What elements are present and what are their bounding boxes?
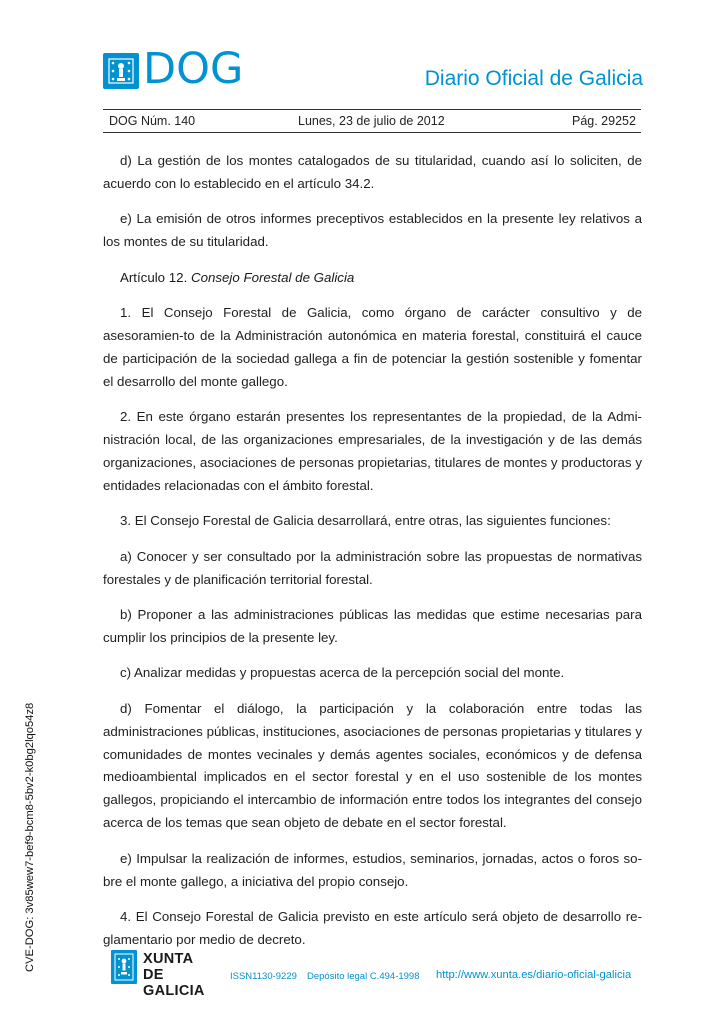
xunta-logo [111, 950, 227, 999]
paragraph-2: 2. En este órgano estarán presentes los representantes de la propiedad, de la Admi-nistración local, de las organizaciones empresariales, de la investigación y de las demás organizaciones, asociaciones de personas propietarias, titulares de montes y productoras y entidades relacionadas con el ámbito forestal. [103, 409, 642, 493]
footer-deposito-legal: Depósito legal C.494-1998 [307, 971, 420, 982]
xunta-line-1: XUNTA [143, 951, 194, 967]
publication-title: Diario Oficial de Galicia [424, 67, 643, 90]
dog-logo-text: DOG [143, 44, 244, 94]
xunta-wordmark [143, 951, 227, 999]
document-body [103, 150, 642, 952]
xunta-line-2: DE GALICIA [143, 967, 205, 999]
footer-issn: ISSN1130-9229 [230, 971, 297, 982]
paragraph-3d: d) Fomentar el diálogo, la participación y la colaboración entre todas las administraciones públicas, instituciones, asociaciones de personas propietarias y titulares y comunidades de montes vecinales y demás agentes sociales, económicos y de defensa medioambiental implicados en el sector forestal y en el uso sostenible de los montes gallegos, propiciando el intercambio de información entre todos los integrantes del consejo acerca de los temas que sean objeto de debate en el sector forestal. [103, 700, 642, 831]
issue-date: Lunes, 23 de julio de 2012 [298, 114, 445, 128]
paragraph-3e: e) Impulsar la realización de informes, estudios, seminarios, jornadas, actos o foros so-bre el monte gallego, a iniciativa del propio consejo. [103, 850, 642, 889]
footer-url-link[interactable]: http://www.xunta.es/diario-oficial-galicia [436, 969, 632, 981]
paragraph-4: 4. El Consejo Forestal de Galicia previsto en este artículo será objeto de desarrollo re-glamentario por medio de decreto. [103, 908, 642, 947]
galicia-emblem-icon [103, 53, 139, 89]
paragraph-3b: b) Proponer a las administraciones públicas las medidas que estime necesarias para cumplir los principios de la presente ley. [103, 607, 642, 645]
paragraph-3a: a) Conocer y ser consultado por la administración sobre las propuestas de normativas forestales y de planificación territorial forestal. [103, 548, 642, 587]
masthead [103, 44, 643, 96]
paragraph-1: 1. El Consejo Forestal de Galicia, como órgano de carácter consultivo y de asesoramien-to de la Administración autonómica en materia forestal, constituirá el cauce de participación de la sociedad gallega a fin de potenciar la gestión sostenible y fomentar el desarrollo del monte gallego. [103, 305, 642, 389]
article-heading [103, 267, 642, 290]
paragraph-e-informes: e) La emisión de otros informes preceptivos establecidos en la presente ley relativos a los montes de su titularidad. [103, 211, 642, 250]
cve-verification-code: CVE-DOG: 3v85wew7-bef9-bcm8-5bv2-k0bg2lqo54z8 [24, 702, 36, 972]
xunta-emblem-icon [111, 950, 137, 984]
article-name: Consejo Forestal de Galicia [190, 269, 355, 285]
paragraph-3: 3. El Consejo Forestal de Galicia desarrollará, entre otras, las siguientes funciones: [120, 513, 611, 529]
header-top-rule [103, 109, 641, 110]
paragraph-d-gestion: d) La gestión de los montes catalogados de su titularidad, cuando así lo soliciten, de acuerdo con lo establecido en el artículo 34.2. [103, 153, 642, 191]
issue-number: DOG Núm. 140 [109, 114, 196, 128]
page-number: Pág. 29252 [572, 114, 636, 128]
header-bottom-rule [103, 132, 641, 133]
article-number: Artículo 12. [120, 269, 188, 285]
paragraph-3c: c) Analizar medidas y propuestas acerca de la percepción social del monte. [120, 665, 565, 681]
